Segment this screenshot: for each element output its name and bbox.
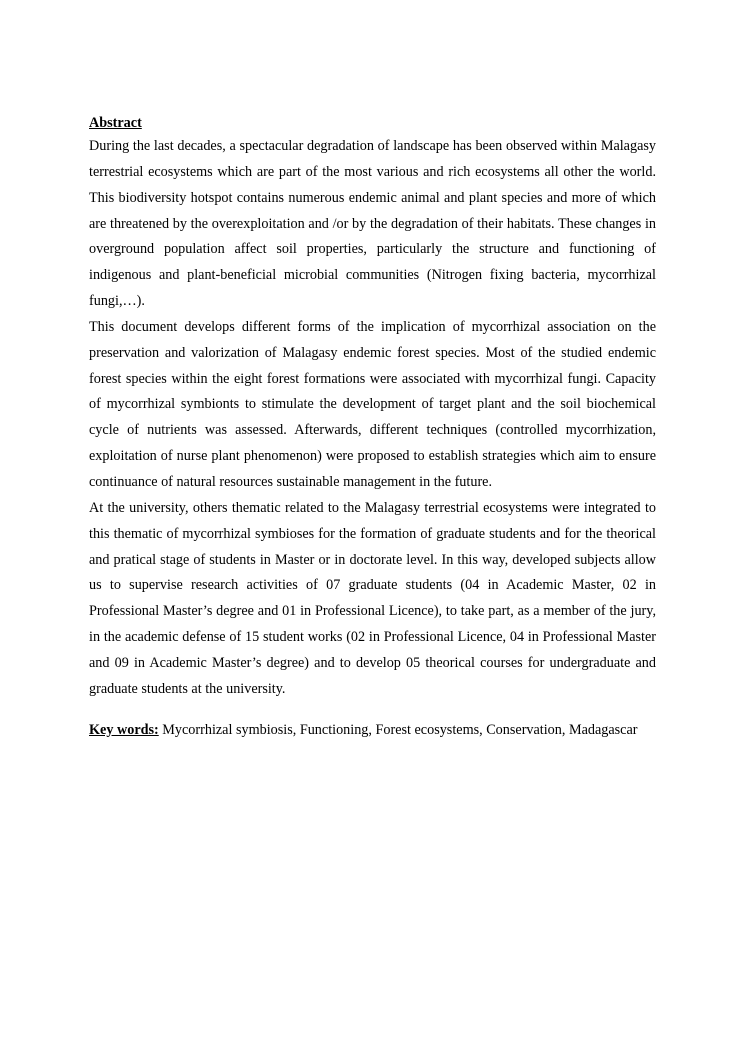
keywords-section bbox=[89, 720, 656, 740]
abstract-paragraph-3: At the university, others thematic related to the Malagasy terrestrial ecosystems were integrated to this thematic of mycorrhizal symbioses for the formation of graduate students and for the theorical and pratical stage of students in Master or in doctorate level. In this way, developed subjects allow us to supervise research activities of 07 graduate students (04 in Academic Master, 02 in Professional Master’s degree and 01 in Professional Licence), to take part, as a member of the jury, in the academic defense of 15 student works (02 in Professional Licence, 04 in Professional Master and 09 in Academic Master’s degree) and to develop 05 theorical courses for undergraduate and graduate students at the university. bbox=[89, 499, 656, 697]
abstract-heading: Abstract bbox=[89, 115, 142, 131]
keywords-text: Mycorrhizal symbiosis, Functioning, Forest ecosystems, Conservation, Madagascar bbox=[158, 721, 638, 738]
document-page bbox=[89, 112, 656, 740]
abstract-paragraph-2: This document develops different forms of the implication of mycorrhizal association on the preservation and valorization of Malagasy endemic forest species. Most of the studied endemic forest species within the eight forest formations were associated with mycorrhizal fungi. Capacity of mycorrhizal symbionts to stimulate the development of target plant and the soil biochemical cycle of nutrients was assessed. Afterwards, different techniques (controlled mycorrhization, exploitation of nurse plant phenomenon) were proposed to establish strategies which aim to ensure continuance of natural resources sustainable management in the future. bbox=[89, 318, 656, 490]
keywords-label: Key words: bbox=[89, 721, 159, 738]
abstract-paragraph-1: During the last decades, a spectacular degradation of landscape has been observed within Malagasy terrestrial ecosystems which are part of the most various and rich ecosystems all other the world. This biodiversity hotspot contains numerous endemic animal and plant species and more of which are threatened by the overexploitation and /or by the degradation of their habitats. These changes in overground population affect soil properties, particularly the structure and functioning of indigenous and plant-beneficial microbial communities (Nitrogen fixing bacteria, mycorrhizal fungi,…). bbox=[89, 138, 656, 310]
